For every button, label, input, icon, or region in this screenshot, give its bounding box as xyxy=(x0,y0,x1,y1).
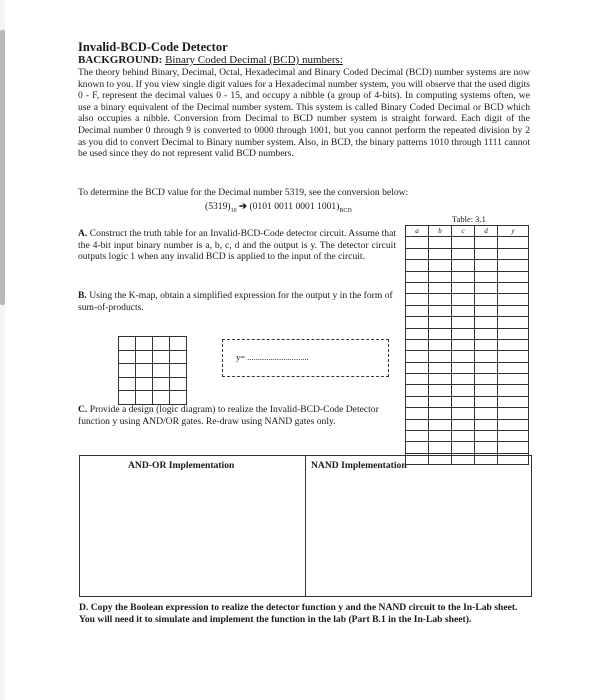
truth-table-cell[interactable] xyxy=(452,419,475,430)
section-d: D. Copy the Boolean expression to realize the detector function y and the NAND circuit to the In-Lab sheet. You will need it to simulate and implement the function in the lab (Part B.1 in the In-Lab sheet). xyxy=(79,602,518,625)
truth-table-header-row xyxy=(406,226,529,237)
background-label: BACKGROUND: xyxy=(78,54,163,66)
kmap-cell[interactable] xyxy=(170,337,187,351)
section-a-label: A. xyxy=(78,228,88,239)
truth-table-cell[interactable] xyxy=(498,260,529,271)
truth-table-header-cell: b xyxy=(429,226,452,237)
truth-table-cell[interactable] xyxy=(498,385,529,396)
truth-table-row xyxy=(406,431,529,442)
truth-table-cell[interactable] xyxy=(498,408,529,419)
truth-table-cell[interactable] xyxy=(406,271,429,282)
truth-table-cell[interactable] xyxy=(429,237,452,248)
truth-table-cell[interactable] xyxy=(429,294,452,305)
truth-table-cell[interactable] xyxy=(475,431,498,442)
truth-table-cell[interactable] xyxy=(429,431,452,442)
truth-table-cell[interactable] xyxy=(475,408,498,419)
truth-table-cell[interactable] xyxy=(429,419,452,430)
truth-table-cell[interactable] xyxy=(406,328,429,339)
bcd-value: (0101 0011 0001 1001) xyxy=(249,201,340,212)
nand-column xyxy=(306,456,531,596)
scrollbar-thumb[interactable] xyxy=(0,30,5,305)
truth-table-cell[interactable] xyxy=(406,385,429,396)
kmap-cell[interactable] xyxy=(119,377,136,391)
truth-table-cell[interactable] xyxy=(475,237,498,248)
truth-table-cell[interactable] xyxy=(498,282,529,293)
truth-table-cell[interactable] xyxy=(452,339,475,350)
truth-table-cell[interactable] xyxy=(406,294,429,305)
truth-table-cell[interactable] xyxy=(406,442,429,453)
kmap-cell[interactable] xyxy=(170,377,187,391)
truth-table-row xyxy=(406,237,529,248)
decimal-subscript: 10 xyxy=(230,207,237,214)
truth-table-cell[interactable] xyxy=(429,442,452,453)
truth-table-cell[interactable] xyxy=(406,260,429,271)
truth-table-cell[interactable] xyxy=(498,419,529,430)
truth-table-row xyxy=(406,374,529,385)
truth-table-cell[interactable] xyxy=(498,248,529,259)
truth-table-row xyxy=(406,305,529,316)
truth-table-cell[interactable] xyxy=(429,351,452,362)
truth-table-cell[interactable] xyxy=(498,237,529,248)
truth-table-cell[interactable] xyxy=(452,248,475,259)
bcd-subscript: BCD xyxy=(339,207,352,214)
truth-table-cell[interactable] xyxy=(475,339,498,350)
kmap-cell[interactable] xyxy=(119,350,136,364)
truth-table-row xyxy=(406,339,529,350)
kmap-cell[interactable] xyxy=(119,364,136,378)
truth-table-row xyxy=(406,248,529,259)
conversion-intro: To determine the BCD value for the Decimal number 5319, see the conversion below: xyxy=(78,187,409,198)
truth-table-header-cell: y xyxy=(498,226,529,237)
truth-table-cell[interactable] xyxy=(498,396,529,407)
truth-table-cell[interactable] xyxy=(406,396,429,407)
truth-table xyxy=(405,225,529,465)
truth-table-cell[interactable] xyxy=(498,339,529,350)
kmap-row xyxy=(119,337,187,351)
section-c-label: C. xyxy=(78,404,88,415)
page-title: Invalid-BCD-Code Detector xyxy=(78,40,228,54)
truth-table-cell[interactable] xyxy=(452,260,475,271)
truth-table-cell[interactable] xyxy=(406,419,429,430)
truth-table-cell[interactable] xyxy=(498,294,529,305)
truth-table-row xyxy=(406,396,529,407)
truth-table-cell[interactable] xyxy=(406,317,429,328)
kmap-row xyxy=(119,364,187,378)
section-a xyxy=(78,228,396,263)
kmap-cell[interactable] xyxy=(170,391,187,405)
truth-table-row xyxy=(406,271,529,282)
truth-table-row xyxy=(406,351,529,362)
kmap-cell[interactable] xyxy=(170,364,187,378)
truth-table-cell[interactable] xyxy=(429,408,452,419)
kmap-cell[interactable] xyxy=(153,337,170,351)
truth-table-cell[interactable] xyxy=(498,317,529,328)
truth-table-cell[interactable] xyxy=(475,271,498,282)
truth-table-cell[interactable] xyxy=(498,362,529,373)
truth-table-cell[interactable] xyxy=(498,431,529,442)
truth-table-cell[interactable] xyxy=(429,328,452,339)
truth-table-cell[interactable] xyxy=(498,328,529,339)
truth-table-cell[interactable] xyxy=(452,408,475,419)
truth-table-cell[interactable] xyxy=(452,374,475,385)
kmap-cell[interactable] xyxy=(136,364,153,378)
truth-table-cell[interactable] xyxy=(406,408,429,419)
background-subtitle: Binary Coded Decimal (BCD) numbers: xyxy=(165,54,343,66)
truth-table-row xyxy=(406,328,529,339)
truth-table-cell[interactable] xyxy=(429,248,452,259)
truth-table-cell[interactable] xyxy=(498,305,529,316)
kmap-row xyxy=(119,350,187,364)
section-b-label: B. xyxy=(78,290,87,301)
truth-table-row xyxy=(406,282,529,293)
truth-table-cell[interactable] xyxy=(429,282,452,293)
truth-table-cell[interactable] xyxy=(406,305,429,316)
implementation-box xyxy=(79,455,532,597)
truth-table-cell[interactable] xyxy=(452,431,475,442)
background-paragraph: The theory behind Binary, Decimal, Octal, Hexadecimal and Binary Coded Decimal (BCD) number systems are now known to you. If you view single digit values for a Hexadecimal number system, you will observe that the used digits 0 - F, represent the decimal values 0 - 15, and occupy a nibble (a group of 4-bits). In computing systems often, we use a binary equivalent of the Decimal number system. This system is called Binary Coded Decimal or BCD which also occupies a nibble. Conversion from Decimal to BCD number system is straight forward. Each digit of the Decimal number 0 through 9 is converted to 0000 through 1001, but you cannot perform the repeated division by 2 as you did to convert Decimal to Binary number system. Also, in BCD, the binary patterns 1010 through 1111 cannot be used since they do not represent valid BCD numbers. xyxy=(78,67,530,160)
truth-table-cell[interactable] xyxy=(452,317,475,328)
kmap-grid xyxy=(118,336,187,405)
truth-table-cell[interactable] xyxy=(475,282,498,293)
kmap-cell[interactable] xyxy=(136,377,153,391)
and-or-heading: AND-OR Implementation xyxy=(128,460,235,471)
table-caption: Table: 3.1 xyxy=(452,214,486,224)
truth-table-header-cell: a xyxy=(406,226,429,237)
truth-table-cell[interactable] xyxy=(452,396,475,407)
truth-table-cell[interactable] xyxy=(498,351,529,362)
nand-heading: NAND Implementation xyxy=(311,460,407,471)
arrow-icon: ➔ xyxy=(238,201,248,212)
truth-table-cell[interactable] xyxy=(406,374,429,385)
truth-table-cell[interactable] xyxy=(475,328,498,339)
y-expression: y= ............................. xyxy=(236,352,309,362)
truth-table-cell[interactable] xyxy=(452,294,475,305)
truth-table-cell[interactable] xyxy=(475,351,498,362)
kmap-cell[interactable] xyxy=(153,350,170,364)
truth-table-cell[interactable] xyxy=(498,442,529,453)
section-c xyxy=(78,404,396,427)
truth-table-cell[interactable] xyxy=(429,260,452,271)
conversion-example xyxy=(205,201,352,214)
section-b-text: Using the K-map, obtain a simplified expression for the output y in the form of sum-of-products. xyxy=(78,290,393,313)
truth-table-cell[interactable] xyxy=(452,351,475,362)
truth-table-cell[interactable] xyxy=(452,305,475,316)
truth-table-cell[interactable] xyxy=(452,328,475,339)
truth-table-cell[interactable] xyxy=(452,385,475,396)
truth-table-cell[interactable] xyxy=(429,385,452,396)
truth-table-cell[interactable] xyxy=(498,271,529,282)
truth-table-cell[interactable] xyxy=(406,248,429,259)
truth-table-cell[interactable] xyxy=(406,237,429,248)
truth-table-cell[interactable] xyxy=(452,282,475,293)
truth-table-cell[interactable] xyxy=(475,385,498,396)
kmap-row xyxy=(119,391,187,405)
kmap-cell[interactable] xyxy=(153,377,170,391)
truth-table-row xyxy=(406,317,529,328)
truth-table-header-cell: d xyxy=(475,226,498,237)
truth-table-cell[interactable] xyxy=(452,442,475,453)
truth-table-cell[interactable] xyxy=(475,442,498,453)
truth-table-row xyxy=(406,260,529,271)
section-c-text: Provide a design (logic diagram) to realize the Invalid-BCD-Code Detector function y using AND/OR gates. Re-draw using NAND gates only. xyxy=(78,404,379,427)
kmap-cell[interactable] xyxy=(170,350,187,364)
truth-table-cell[interactable] xyxy=(429,362,452,373)
kmap-cell[interactable] xyxy=(119,337,136,351)
truth-table-cell[interactable] xyxy=(475,305,498,316)
truth-table-row xyxy=(406,385,529,396)
truth-table-cell[interactable] xyxy=(429,305,452,316)
background-heading xyxy=(78,54,343,66)
truth-table-cell[interactable] xyxy=(452,237,475,248)
truth-table-cell[interactable] xyxy=(475,362,498,373)
kmap-cell[interactable] xyxy=(136,391,153,405)
truth-table-cell[interactable] xyxy=(475,294,498,305)
truth-table-cell[interactable] xyxy=(452,271,475,282)
kmap-row xyxy=(119,377,187,391)
kmap-cell[interactable] xyxy=(153,391,170,405)
truth-table-cell[interactable] xyxy=(406,339,429,350)
truth-table-cell[interactable] xyxy=(452,362,475,373)
truth-table-row xyxy=(406,362,529,373)
truth-table-cell[interactable] xyxy=(475,374,498,385)
truth-table-row xyxy=(406,419,529,430)
truth-table-cell[interactable] xyxy=(406,351,429,362)
kmap-cell[interactable] xyxy=(153,364,170,378)
truth-table-cell[interactable] xyxy=(475,396,498,407)
truth-table-cell[interactable] xyxy=(429,317,452,328)
truth-table-cell[interactable] xyxy=(406,362,429,373)
kmap-cell[interactable] xyxy=(136,337,153,351)
kmap-cell[interactable] xyxy=(119,391,136,405)
truth-table-cell[interactable] xyxy=(475,248,498,259)
decimal-value: (5319) xyxy=(205,201,231,212)
truth-table-cell[interactable] xyxy=(498,374,529,385)
section-a-text: Construct the truth table for an Invalid-BCD-Code detector circuit. Assume that the 4-bit input binary number is a, b, c, d and the output is y. The detector circuit outputs logic 1 when any invalid BCD is applied to the input of the circuit. xyxy=(78,228,397,263)
truth-table-cell[interactable] xyxy=(429,339,452,350)
truth-table-header-cell: c xyxy=(452,226,475,237)
truth-table-cell[interactable] xyxy=(475,317,498,328)
truth-table-cell[interactable] xyxy=(475,260,498,271)
section-b xyxy=(78,290,396,313)
truth-table-cell[interactable] xyxy=(429,374,452,385)
truth-table-cell[interactable] xyxy=(406,282,429,293)
truth-table-cell[interactable] xyxy=(429,271,452,282)
truth-table-row xyxy=(406,442,529,453)
kmap-cell[interactable] xyxy=(136,350,153,364)
truth-table-row xyxy=(406,294,529,305)
truth-table-cell[interactable] xyxy=(475,419,498,430)
and-or-column xyxy=(80,456,306,596)
truth-table-row xyxy=(406,408,529,419)
truth-table-cell[interactable] xyxy=(429,396,452,407)
truth-table-cell[interactable] xyxy=(406,431,429,442)
